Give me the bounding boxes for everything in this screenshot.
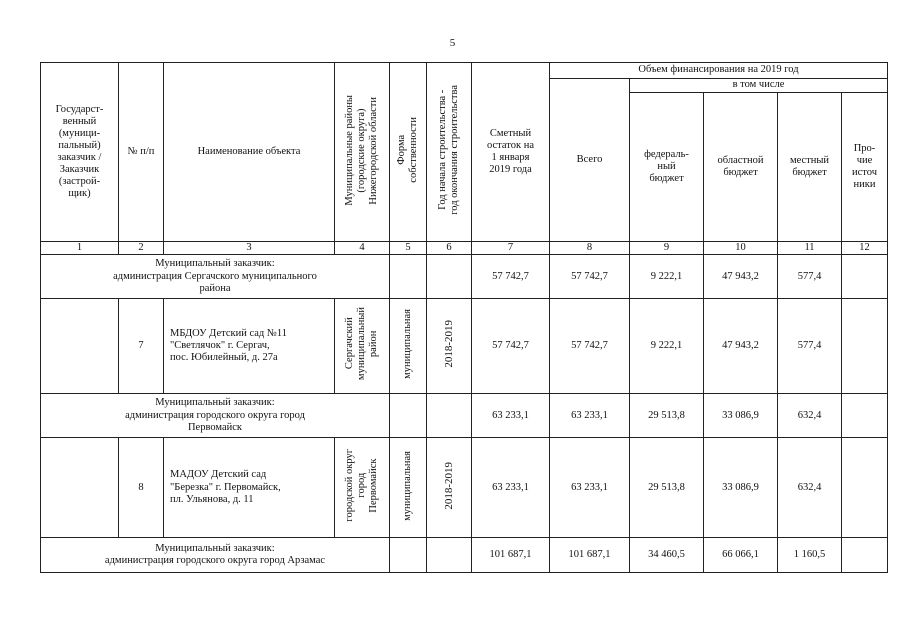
group-customer-label: Муниципальный заказчик: администрация городского округа город Арзамас (41, 538, 390, 573)
group-customer-label: Муниципальный заказчик: администрация городского округа город Первомайск (41, 394, 390, 438)
other-cell (842, 394, 888, 438)
object-name: МАДОУ Детский сад "Березка" г. Первомайск, пл. Ульянова, д. 11 (164, 438, 335, 538)
federal-cell: 29 513,8 (630, 438, 704, 538)
federal-cell: 29 513,8 (630, 394, 704, 438)
local-cell: 577,4 (778, 299, 842, 394)
regional-cell: 66 066,1 (704, 538, 778, 573)
column-number: 7 (472, 242, 550, 255)
row-number: 8 (119, 438, 164, 538)
estimate-cell: 101 687,1 (472, 538, 550, 573)
total-cell: 63 233,1 (550, 394, 630, 438)
other-cell (842, 255, 888, 299)
group-row (41, 394, 888, 438)
column-number: 10 (704, 242, 778, 255)
regional-cell: 47 943,2 (704, 299, 778, 394)
local-cell: 632,4 (778, 438, 842, 538)
column-number: 6 (427, 242, 472, 255)
header-object-name: Наименование объекта (164, 63, 335, 242)
district-cell: городской округ город Первомайск (343, 449, 380, 522)
header-regional: областной бюджет (704, 93, 778, 242)
header-districts: Муниципальные районы (городские округа) Нижегородской области (343, 94, 380, 206)
object-name: МБДОУ Детский сад №11 "Светлячок" г. Сергач, пос. Юбилейный, д. 27а (164, 299, 335, 394)
total-cell: 101 687,1 (550, 538, 630, 573)
regional-cell: 33 086,9 (704, 438, 778, 538)
other-cell (842, 299, 888, 394)
header-years: Год начала строительства - год окончания строительства (436, 85, 460, 215)
total-cell: 63 233,1 (550, 438, 630, 538)
header-local: местный бюджет (778, 93, 842, 242)
column-number: 5 (390, 242, 427, 255)
local-cell: 577,4 (778, 255, 842, 299)
federal-cell: 34 460,5 (630, 538, 704, 573)
column-number: 1 (41, 242, 119, 255)
page-number: 5 (449, 37, 456, 49)
ownership-cell: муниципальная (401, 309, 413, 379)
group-row (41, 538, 888, 573)
table-row (41, 299, 888, 394)
estimate-cell: 57 742,7 (472, 299, 550, 394)
header-num: № п/п (119, 63, 164, 242)
local-cell: 1 160,5 (778, 538, 842, 573)
regional-cell: 47 943,2 (704, 255, 778, 299)
estimate-cell: 63 233,1 (472, 438, 550, 538)
column-number: 8 (550, 242, 630, 255)
total-cell: 57 742,7 (550, 255, 630, 299)
district-cell: Сергачский муниципальный район (343, 307, 380, 381)
other-cell (842, 438, 888, 538)
column-number: 9 (630, 242, 704, 255)
header-other: Про- чие источ ники (842, 93, 888, 242)
financing-table (40, 62, 888, 573)
header-customer: Государст- венный (муници- пальный) заказчик / Заказчик (застрой- щик) (41, 63, 119, 242)
header-funding-group: Объем финансирования на 2019 год (550, 63, 888, 79)
group-row (41, 255, 888, 299)
column-number: 4 (335, 242, 390, 255)
row-number: 7 (119, 299, 164, 394)
total-cell: 57 742,7 (550, 299, 630, 394)
header-federal: федераль- ный бюджет (630, 93, 704, 242)
federal-cell: 9 222,1 (630, 255, 704, 299)
federal-cell: 9 222,1 (630, 299, 704, 394)
column-number-row (41, 242, 888, 255)
years-cell: 2018-2019 (442, 461, 455, 510)
table-row (41, 438, 888, 538)
column-number: 2 (119, 242, 164, 255)
column-number: 12 (842, 242, 888, 255)
column-number: 3 (164, 242, 335, 255)
header-including: в том числе (630, 79, 888, 93)
header-total: Всего (550, 79, 630, 242)
group-customer-label: Муниципальный заказчик: администрация Сергачского муниципального района (41, 255, 390, 299)
column-number: 11 (778, 242, 842, 255)
estimate-cell: 57 742,7 (472, 255, 550, 299)
years-cell: 2018-2019 (442, 320, 455, 368)
header-estimate: Сметный остаток на 1 января 2019 года (472, 63, 550, 242)
ownership-cell: муниципальная (401, 450, 413, 521)
local-cell: 632,4 (778, 394, 842, 438)
estimate-cell: 63 233,1 (472, 394, 550, 438)
header-ownership: Форма собственности (395, 117, 419, 183)
regional-cell: 33 086,9 (704, 394, 778, 438)
other-cell (842, 538, 888, 573)
